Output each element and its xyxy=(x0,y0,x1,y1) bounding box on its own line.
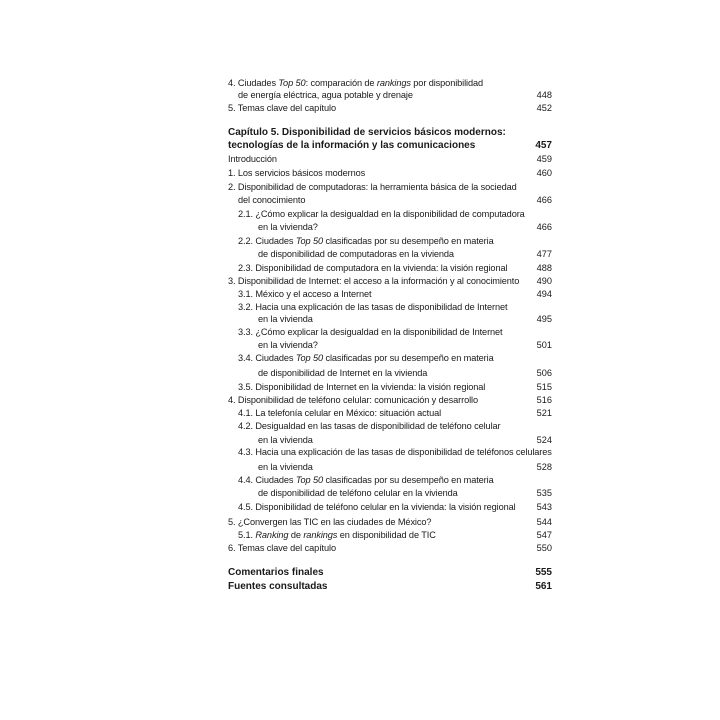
toc-entry-title: 5. ¿Convergen las TIC en las ciudades de México? xyxy=(228,517,432,527)
toc-page-number: 543 xyxy=(536,502,552,512)
toc-entry-title: 4.5. Disponibilidad de teléfono celular en la vivienda: la visión regional xyxy=(238,502,516,512)
toc-page-number: 547 xyxy=(536,530,552,540)
toc-page-number: 528 xyxy=(536,462,552,472)
toc-page-number: 550 xyxy=(536,543,552,553)
toc-entry-title: 3.4. Ciudades Top 50 clasificadas por su desempeño en materia xyxy=(238,353,494,363)
toc-page-number: 521 xyxy=(536,408,552,418)
toc-entry-title: tecnologías de la información y las comunicaciones xyxy=(228,140,476,151)
toc-page-number: 448 xyxy=(536,90,552,100)
toc-entry-title: en la vivienda xyxy=(258,462,313,472)
toc-entry-title: de energía eléctrica, agua potable y drenaje xyxy=(238,90,413,100)
toc-page-number: 452 xyxy=(536,103,552,113)
toc-entry-title: Fuentes consultadas xyxy=(228,581,328,592)
toc-entry-title: en la vivienda xyxy=(258,314,313,324)
toc-page-number: 495 xyxy=(536,314,552,324)
toc-entry-title: del conocimiento xyxy=(238,195,306,205)
toc-page-number: 494 xyxy=(536,289,552,299)
toc-entry-title: en la vivienda? xyxy=(258,340,318,350)
toc-entry-title: Comentarios finales xyxy=(228,567,324,578)
toc-page-number: 457 xyxy=(535,140,552,151)
toc-entry-title: 3.1. México y el acceso a Internet xyxy=(238,289,372,299)
toc-entry-title: 4.4. Ciudades Top 50 clasificadas por su desempeño en materia xyxy=(238,475,494,485)
toc-entry-title: 4. Ciudades Top 50: comparación de rankings por disponibilidad xyxy=(228,78,484,88)
toc-page-number: 555 xyxy=(535,567,552,578)
toc-page-number: 561 xyxy=(535,581,552,592)
toc-entry-title: 4. Disponibilidad de teléfono celular: comunicación y desarrollo xyxy=(228,395,478,405)
toc-page-number: 516 xyxy=(536,395,552,405)
toc-entry-title: 5. Temas clave del capítulo xyxy=(228,103,336,113)
toc-entry-title: 2. Disponibilidad de computadoras: la herramienta básica de la sociedad xyxy=(228,182,517,192)
toc-entry-title: 2.2. Ciudades Top 50 clasificadas por su desempeño en materia xyxy=(238,236,494,246)
toc-page-number: 466 xyxy=(536,195,552,205)
toc-entry-title: 6. Temas clave del capítulo xyxy=(228,543,336,553)
toc-entry-title: de disponibilidad de computadoras en la vivienda xyxy=(258,249,454,259)
toc-page-number: 535 xyxy=(536,488,552,498)
toc-page-number: 501 xyxy=(536,340,552,350)
toc-entry-title: Capítulo 5. Disponibilidad de servicios básicos modernos: xyxy=(228,127,506,138)
toc-entry-title: 2.1. ¿Cómo explicar la desigualdad en la disponibilidad de computadora xyxy=(238,209,525,219)
toc-entry-title: 3.5. Disponibilidad de Internet en la vivienda: la visión regional xyxy=(238,382,486,392)
toc-entry-title: Introducción xyxy=(228,154,277,164)
toc-entry-title: de disponibilidad de Internet en la vivienda xyxy=(258,368,428,378)
toc-entry-title: en la vivienda xyxy=(258,435,313,445)
toc-entry-title: 3.3. ¿Cómo explicar la desigualdad en la disponibilidad de Internet xyxy=(238,327,503,337)
toc-page-number: 515 xyxy=(536,382,552,392)
toc-page-number: 490 xyxy=(536,276,552,286)
toc-page-number: 488 xyxy=(536,263,552,273)
toc-entry-title: 1. Los servicios básicos modernos xyxy=(228,168,366,178)
toc-page-number: 544 xyxy=(536,517,552,527)
toc-entry-title: de disponibilidad de teléfono celular en la vivienda xyxy=(258,488,458,498)
toc-entry-title: 3. Disponibilidad de Internet: el acceso a la información y al conocimiento xyxy=(228,276,520,286)
toc-page-number: 477 xyxy=(536,249,552,259)
toc-page-number: 466 xyxy=(536,222,552,232)
toc-entry-title: 3.2. Hacia una explicación de las tasas de disponibilidad de Internet xyxy=(238,302,508,312)
toc-entry-title: 4.1. La telefonía celular en México: situación actual xyxy=(238,408,442,418)
toc-page-number: 506 xyxy=(536,368,552,378)
toc-page-number: 459 xyxy=(536,154,552,164)
toc-entry-title: 4.2. Desigualdad en las tasas de disponibilidad de teléfono celular xyxy=(238,421,501,431)
toc-page-number: 460 xyxy=(536,168,552,178)
toc-entry-title: 5.1. Ranking de rankings en disponibilidad de TIC xyxy=(238,530,436,540)
toc-page-number: 524 xyxy=(536,435,552,445)
toc-entry-title: en la vivienda? xyxy=(258,222,318,232)
toc-entry-title: 2.3. Disponibilidad de computadora en la vivienda: la visión regional xyxy=(238,263,508,273)
toc-entry-title: 4.3. Hacia una explicación de las tasas de disponibilidad de teléfonos celulares xyxy=(238,447,552,457)
